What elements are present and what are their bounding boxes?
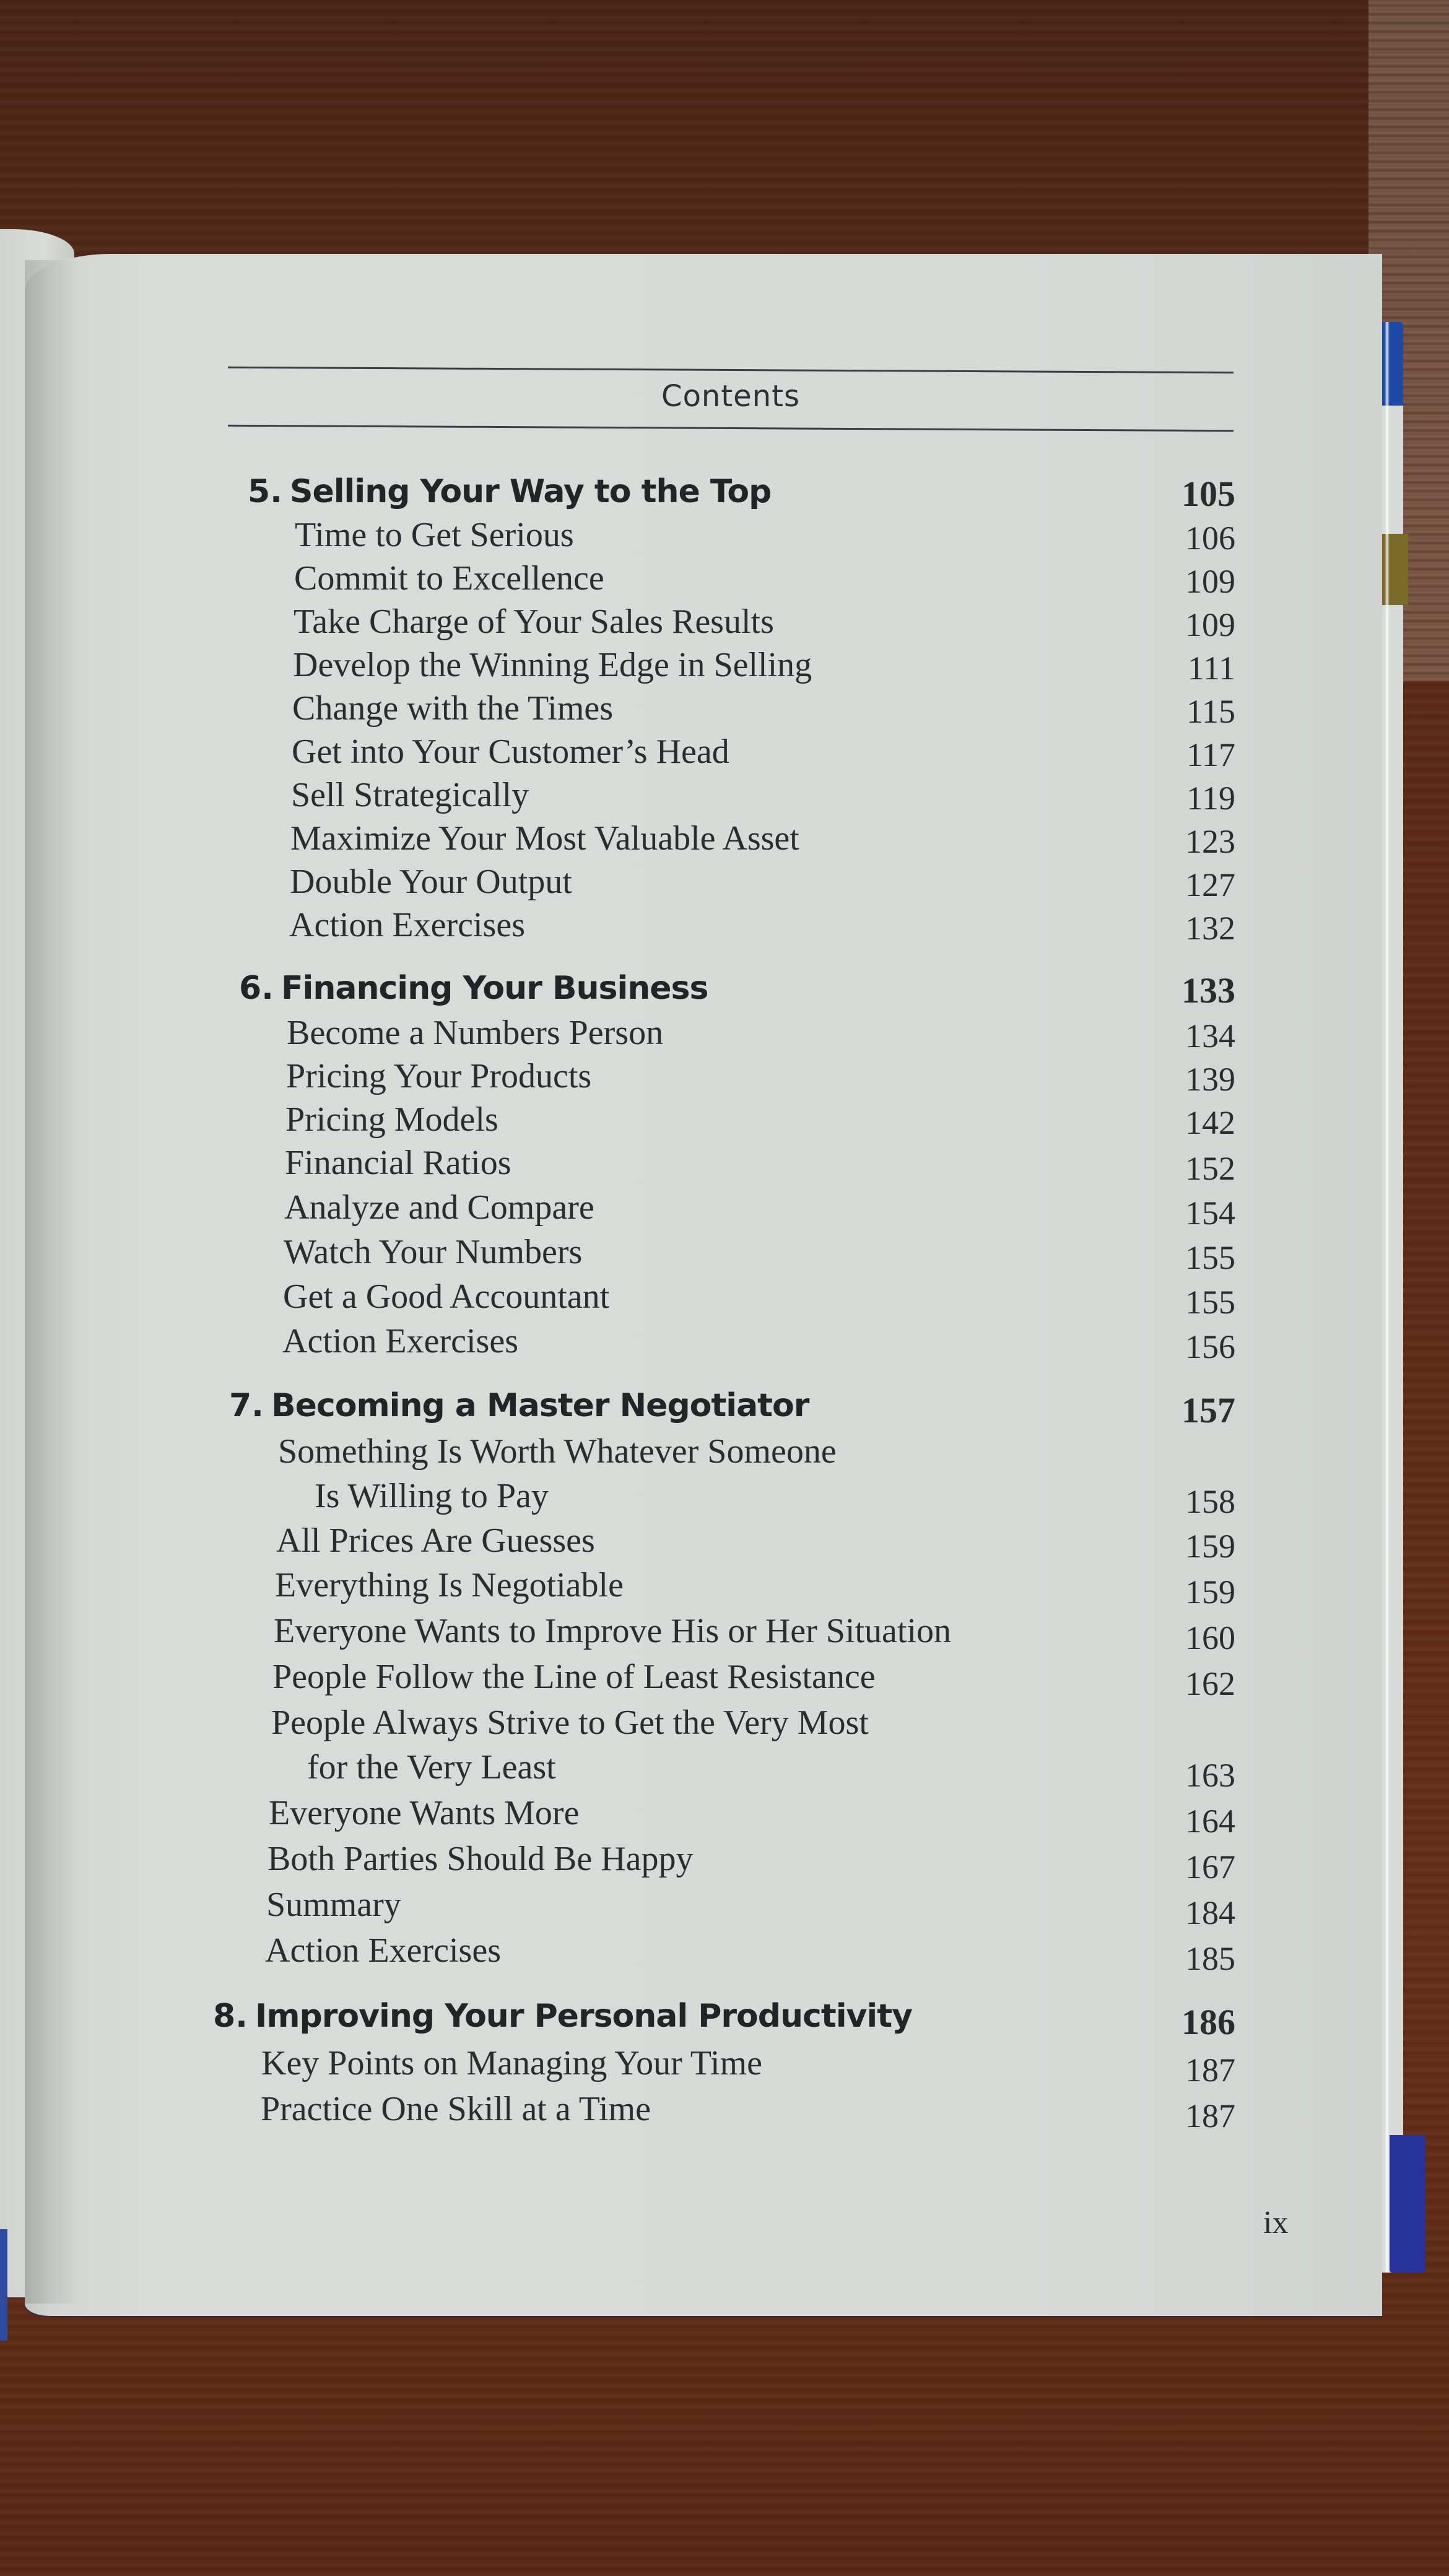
section-entry: Develop the Winning Edge in Selling: [293, 646, 812, 684]
chapter-heading: [248, 473, 771, 516]
chapter-number: 7.: [229, 1387, 264, 1424]
section-entry: Time to Get Serious: [295, 516, 574, 554]
section-entry: Financial Ratios: [285, 1144, 511, 1182]
section-page-number: 155: [1185, 1284, 1235, 1321]
chapter-number: 6.: [239, 970, 274, 1007]
section-page-number: 187: [1185, 2052, 1235, 2089]
chapter-number: 5.: [248, 473, 282, 510]
section-page-number: 160: [1185, 1619, 1235, 1656]
section-entry: Pricing Models: [285, 1100, 498, 1139]
section-page-number: 115: [1186, 693, 1235, 730]
section-entry: All Prices Are Guesses: [276, 1521, 595, 1560]
section-page-number: 155: [1185, 1239, 1235, 1276]
cover-blue-band-bottom: [1390, 2135, 1425, 2273]
chapter-page-number: 105: [1181, 474, 1235, 514]
section-page-number: 152: [1185, 1150, 1235, 1187]
section-page-number: 162: [1185, 1665, 1235, 1702]
section-entry: Everything Is Negotiable: [275, 1566, 624, 1604]
section-entry-continuation: for the Very Least: [307, 1748, 556, 1786]
section-entry-continuation: Is Willing to Pay: [315, 1477, 549, 1515]
section-entry: Analyze and Compare: [284, 1188, 594, 1227]
section-page-number: 159: [1185, 1573, 1235, 1611]
chapter-title: Improving Your Personal Productivity: [255, 1998, 913, 2035]
section-page-number: 167: [1185, 1848, 1235, 1886]
chapter-heading: [229, 1387, 809, 1430]
section-page-number: 163: [1185, 1757, 1235, 1794]
section-entry: Action Exercises: [265, 1931, 501, 1970]
section-page-number: 156: [1185, 1328, 1235, 1365]
section-entry: Summary: [266, 1886, 401, 1924]
section-entry: Pricing Your Products: [286, 1057, 592, 1095]
section-entry: Sell Strategically: [291, 776, 529, 814]
chapter-number: 8.: [213, 1998, 248, 2035]
section-entry: Both Parties Should Be Happy: [268, 1840, 694, 1878]
section-entry: Maximize Your Most Valuable Asset: [290, 819, 799, 858]
section-page-number: 154: [1185, 1194, 1235, 1232]
section-entry: Double Your Output: [290, 863, 572, 901]
section-page-number: 187: [1185, 2097, 1235, 2134]
section-page-number: 117: [1186, 736, 1235, 773]
section-page-number: 139: [1185, 1061, 1235, 1098]
section-page-number: 185: [1185, 1940, 1235, 1977]
section-page-number: 184: [1185, 1894, 1235, 1931]
section-entry: Change with the Times: [292, 689, 614, 728]
section-entry: Action Exercises: [282, 1322, 518, 1360]
section-entry: Everyone Wants More: [269, 1794, 580, 1832]
section-page-number: 159: [1185, 1528, 1235, 1565]
section-page-number: 109: [1185, 563, 1235, 600]
section-entry: Key Points on Managing Your Time: [261, 2044, 763, 2082]
chapter-title: Financing Your Business: [281, 970, 708, 1007]
gutter-shadow: [25, 260, 80, 2304]
section-entry: Commit to Excellence: [294, 559, 604, 598]
section-page-number: 119: [1186, 780, 1235, 817]
section-page-number: 123: [1185, 823, 1235, 860]
running-head: Contents: [661, 379, 800, 414]
chapter-heading: [213, 1998, 912, 2041]
section-page-number: 142: [1185, 1104, 1235, 1141]
section-page-number: 164: [1185, 1803, 1235, 1840]
chapter-title: Selling Your Way to the Top: [290, 473, 772, 510]
section-page-number: 111: [1188, 650, 1235, 687]
chapter-page-number: 186: [1181, 2002, 1235, 2042]
section-page-number: 158: [1185, 1483, 1235, 1520]
chapter-page-number: 157: [1181, 1390, 1235, 1430]
section-entry: People Follow the Line of Least Resistance: [272, 1658, 876, 1696]
section-entry: Get a Good Accountant: [283, 1277, 610, 1316]
section-page-number: 127: [1185, 866, 1235, 903]
section-page-number: 132: [1185, 910, 1235, 947]
left-cover-edge: [0, 2229, 7, 2341]
chapter-heading: [239, 970, 708, 1013]
section-page-number: 106: [1185, 520, 1235, 557]
page-folio: ix: [1263, 2205, 1289, 2240]
chapter-page-number: 133: [1181, 970, 1235, 1011]
cover-gloss-highlight: [1385, 322, 1390, 2273]
section-page-number: 109: [1185, 606, 1235, 643]
section-entry: Take Charge of Your Sales Results: [294, 603, 774, 641]
section-entry: People Always Strive to Get the Very Most: [271, 1704, 869, 1742]
section-entry: Practice One Skill at a Time: [261, 2090, 651, 2128]
section-page-number: 134: [1185, 1017, 1235, 1055]
section-entry: Get into Your Customer’s Head: [292, 733, 729, 771]
section-entry: Something Is Worth Whatever Someone: [278, 1432, 837, 1471]
section-entry: Become a Numbers Person: [287, 1014, 664, 1052]
section-entry: Action Exercises: [289, 906, 525, 944]
chapter-title: Becoming a Master Negotiator: [271, 1387, 809, 1424]
section-entry: Everyone Wants to Improve His or Her Situation: [274, 1612, 952, 1650]
section-entry: Watch Your Numbers: [284, 1233, 583, 1271]
